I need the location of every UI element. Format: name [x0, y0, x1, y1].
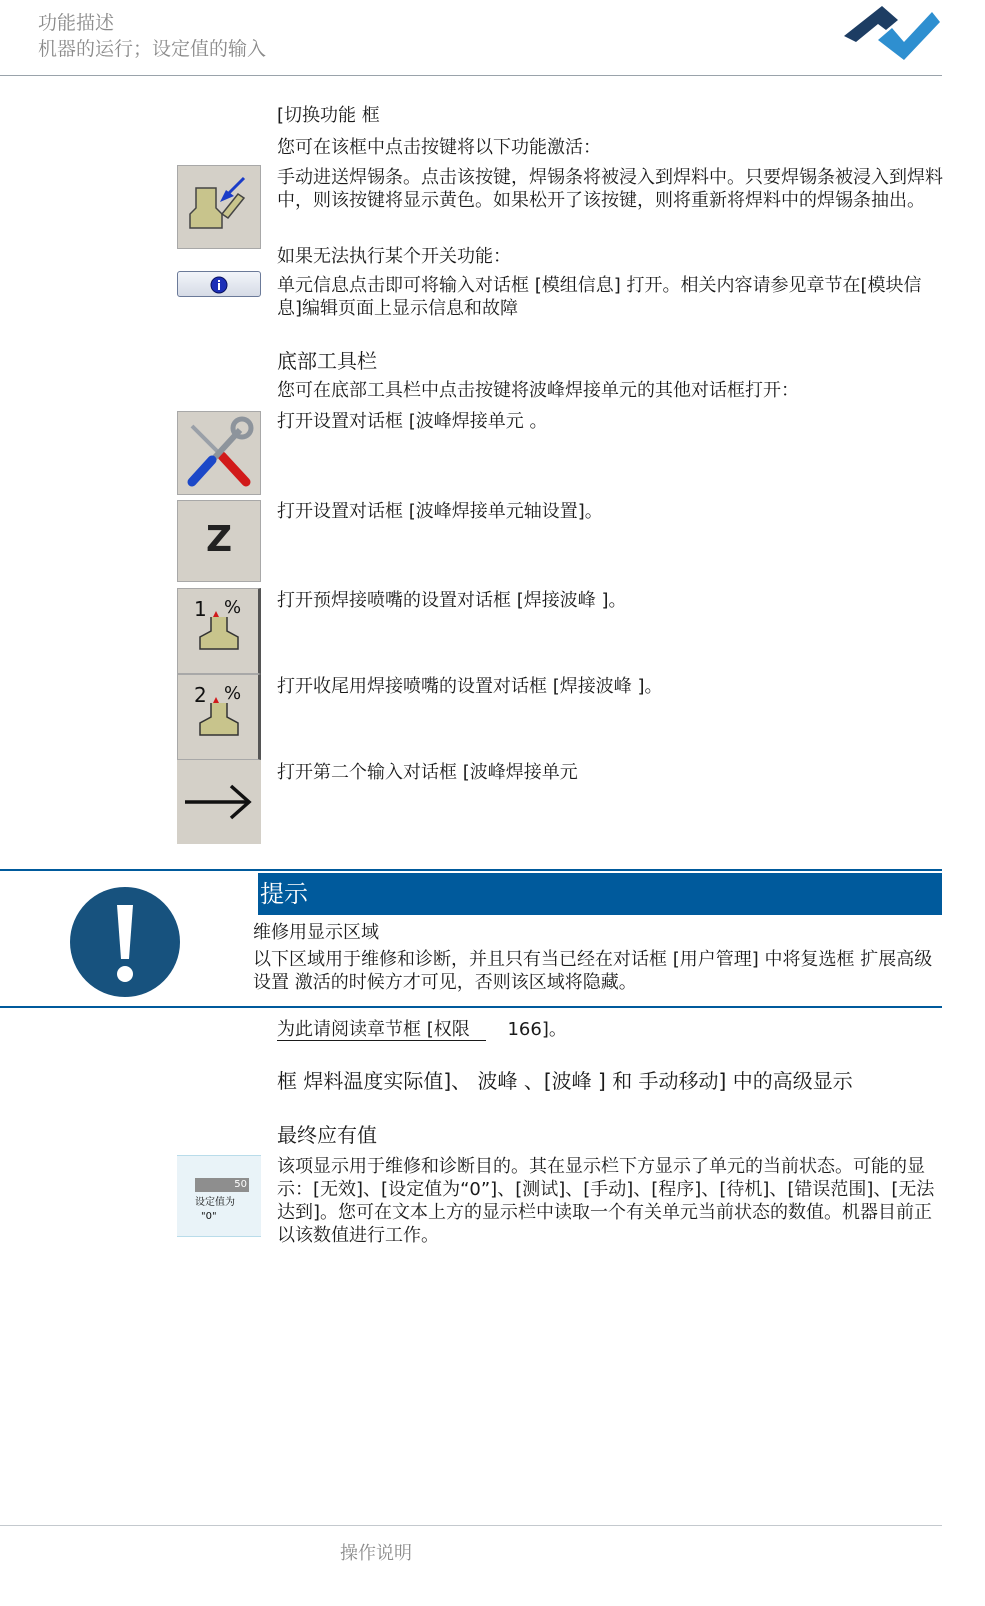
exclamation-icon [68, 885, 182, 999]
notice-title: 提示 [260, 880, 308, 908]
unit-info-button[interactable] [177, 271, 261, 297]
toolbar-section-title: 底部工具栏 [277, 349, 377, 373]
percent-icon: % [224, 683, 242, 704]
advanced-display-frames: 框 焊料温度实际值]、 波峰 、[波峰 ] 和 手动移动] 中的高级显示 [277, 1069, 853, 1093]
footer-label: 操作说明 [340, 1543, 412, 1564]
nozzle-2-percent-icon[interactable] [177, 674, 261, 760]
notice-bottom-border [0, 1006, 942, 1008]
header-divider [0, 75, 942, 76]
final-value-display: 50 [195, 1178, 249, 1192]
arrow-right-icon[interactable] [177, 760, 261, 844]
final-value-status-line2: "0" [201, 1211, 217, 1222]
switch-section-intro: 您可在该框中点击按键将以下功能激活： [277, 137, 601, 158]
toolbar-item-2-desc: 打开设置对话框 [波峰焊接单元轴设置]。 [277, 501, 603, 522]
toolbar-section-intro: 您可在底部工具栏中点击按键将波峰焊接单元的其他对话框打开： [277, 380, 799, 401]
nozzle-2-label: 2 [194, 683, 207, 707]
nozzle-1-label: 1 [194, 597, 207, 621]
nozzle-1-percent-icon[interactable] [177, 588, 261, 674]
final-value-widget [177, 1155, 261, 1237]
z-axis-label: Z [205, 519, 233, 560]
manual-feed-description: 手动进送焊锡条。点击该按键，焊锡条将被浸入到焊料中。只要焊锡条被浸入到焊料中，则该按键将显示黄色。如果松开了该按键，则将重新将焊料中的焊锡条抽出。 [277, 167, 943, 211]
toolbar-item-3-desc: 打开预焊接喷嘴的设置对话框 [焊接波峰 ]。 [277, 590, 627, 611]
company-logo [842, 2, 942, 64]
permission-reference-text[interactable]: 为此请阅读章节框 [权限 [277, 1019, 486, 1041]
final-value-status-line1: 设定值为 [195, 1197, 235, 1208]
notice-subtitle: 维修用显示区域 [253, 922, 379, 943]
nozzle-shape-icon [196, 695, 242, 737]
final-value-description: 该项显示用于维修和诊断目的。其在显示栏下方显示了单元的当前状态。可能的显示：[无效]、[设定值为“0”]、[测试]、[手动]、[程序]、[待机]、[错误范围]、[无法达到]。您可在文本上方的显示栏中读取一个有关单元当前状态的数值。机器目前正以该数值进行工作。 [277, 1156, 935, 1246]
percent-icon: % [224, 597, 242, 618]
info-icon [210, 276, 228, 294]
footer-divider [0, 1525, 942, 1526]
info-description: 单元信息点击即可将输入对话框 [模组信息] 打开。相关内容请参见章节在[模块信息]编辑页面上显示信息和故障 [277, 275, 922, 319]
notice-body: 以下区域用于维修和诊断，并且只有当已经在对话框 [用户管理] 中将复选框 扩展高级设置 激活的时候方才可见，否则该区域将隐藏。 [253, 949, 933, 993]
toolbar-item-5-desc: 打开第二个输入对话框 [波峰焊接单元 [277, 762, 578, 783]
final-value-title: 最终应有值 [277, 1123, 377, 1147]
notice-header-bar [258, 873, 942, 915]
toolbar-item-1-desc: 打开设置对话框 [波峰焊接单元 。 [277, 411, 548, 432]
manual-solder-feed-icon [177, 165, 261, 249]
settings-tools-icon[interactable] [177, 411, 261, 495]
permission-reference [277, 1018, 567, 1041]
header-title: 功能描述 [38, 12, 115, 34]
z-axis-icon[interactable] [177, 500, 261, 582]
header-subtitle: 机器的运行；设定值的输入 [38, 38, 267, 60]
nozzle-shape-icon [196, 609, 242, 651]
notice-top-border [0, 869, 942, 871]
permission-page: 166]。 [507, 1019, 567, 1040]
switch-section-title: [切换功能 框 [277, 105, 380, 126]
cannot-execute-text: 如果无法执行某个开关功能： [277, 246, 511, 267]
toolbar-item-4-desc: 打开收尾用焊接喷嘴的设置对话框 [焊接波峰 ]。 [277, 676, 663, 697]
